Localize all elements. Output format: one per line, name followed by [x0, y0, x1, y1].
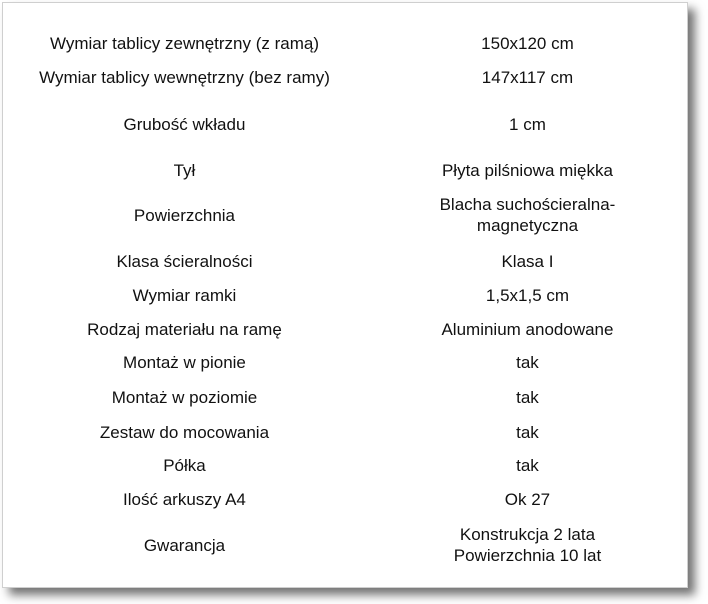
table-row: [3, 522, 687, 568]
table-row: [3, 350, 687, 374]
spec-label: Montaż w pionie: [123, 352, 246, 372]
table-row: [3, 192, 687, 238]
spec-label: Rodzaj materiału na ramę: [87, 319, 282, 339]
spec-value: Ok 27: [504, 489, 551, 509]
table-row: [3, 65, 687, 89]
spec-value: 147x117 cm: [481, 67, 574, 87]
table-row: [3, 158, 687, 182]
table-row: [3, 317, 687, 341]
spec-value: tak: [516, 455, 539, 475]
spec-label: Klasa ścieralności: [116, 251, 253, 271]
table-row: [3, 249, 687, 273]
spec-value: Konstrukcja 2 lata Powierzchnia 10 lat: [453, 525, 602, 565]
spec-label: Gwarancja: [143, 535, 226, 555]
spec-label: Ilość arkuszy A4: [123, 489, 246, 509]
spec-value: 1 cm: [509, 114, 546, 134]
spec-value: Aluminium anodowane: [441, 319, 614, 339]
spec-label: Zestaw do mocowania: [99, 422, 270, 442]
spec-value: tak: [516, 352, 539, 372]
spec-value: Blacha suchościeralna- magnetyczna: [439, 195, 616, 235]
spec-label: Wymiar tablicy wewnętrzny (bez ramy): [39, 67, 330, 87]
spec-label: Wymiar tablicy zewnętrzny (z ramą): [49, 33, 319, 53]
spec-label: Montaż w poziomie: [111, 387, 258, 407]
spec-label: Wymiar ramki: [132, 285, 237, 305]
spec-value: 1,5x1,5 cm: [485, 285, 570, 305]
spec-label: Półka: [163, 455, 206, 475]
table-row: [3, 112, 687, 136]
table-row: [3, 283, 687, 307]
table-row: [3, 420, 687, 444]
spec-label: Powierzchnia: [133, 205, 236, 225]
spec-value: tak: [516, 387, 539, 407]
table-row: [3, 453, 687, 477]
spec-value: Płyta pilśniowa miękka: [441, 160, 613, 180]
table-row: [3, 31, 687, 55]
spec-value: 150x120 cm: [481, 33, 574, 53]
spec-label: Tył: [173, 160, 196, 180]
spec-label: Grubość wkładu: [123, 114, 246, 134]
spec-table: [2, 2, 688, 588]
table-row: [3, 385, 687, 409]
table-row: [3, 487, 687, 511]
spec-value: tak: [516, 422, 539, 442]
spec-value: Klasa I: [501, 251, 554, 271]
